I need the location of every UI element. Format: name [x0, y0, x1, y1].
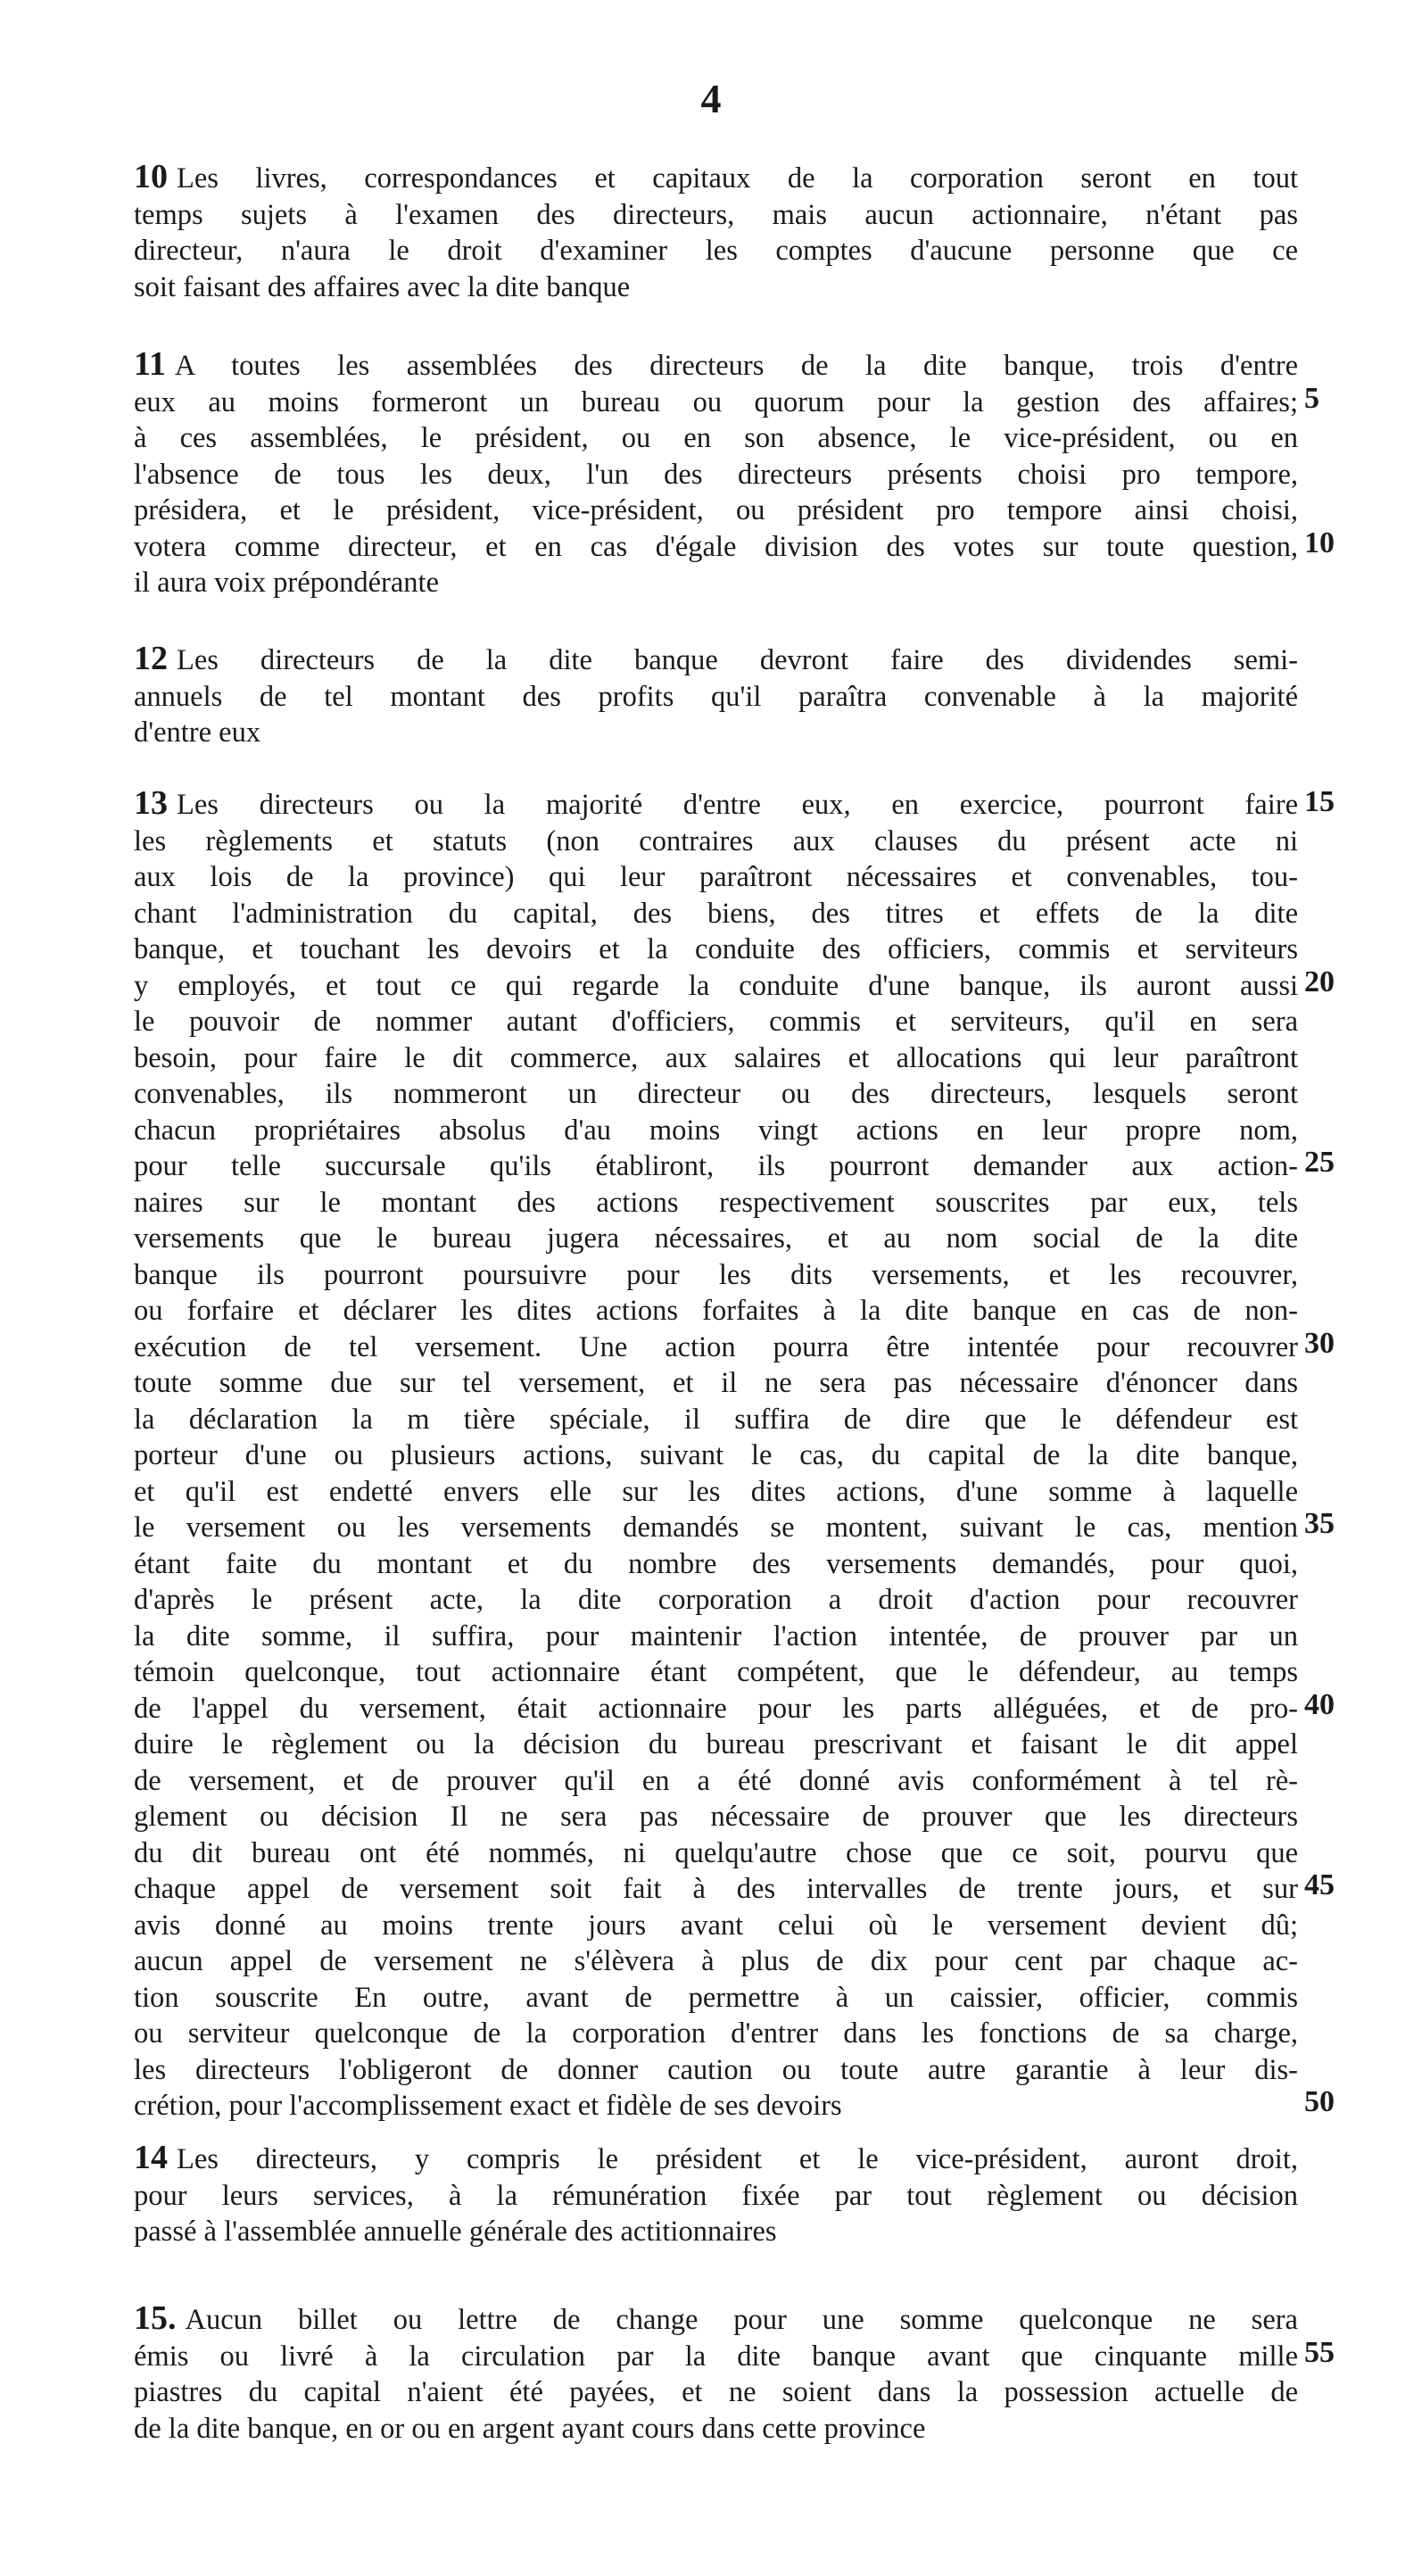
margin-line-number: 25	[1304, 1146, 1335, 1179]
text-line: les directeurs l'obligeront de donner caution ou toute autre garantie à leur dis-	[134, 2053, 1298, 2086]
text-line: la dite somme, il suffira, pour maintenir l'action intentée, de prouver par un	[134, 1619, 1298, 1652]
section-number: 14	[134, 2139, 168, 2176]
section-number: 10	[134, 158, 168, 195]
text-line: aux lois de la province) qui leur paraîtront nécessaires et convenables, tou-	[134, 861, 1298, 893]
margin-line-number: 45	[1304, 1868, 1335, 1901]
margin-line-number: 30	[1304, 1327, 1335, 1360]
text-line: y employés, et tout ce qui regarde la conduite d'une banque, ils auront aussi	[134, 969, 1298, 1002]
section-13	[134, 785, 1298, 2125]
margin-line-number: 50	[1304, 2085, 1335, 2118]
text-line: ou serviteur quelconque de la corporation d'entrer dans les fonctions de sa charge,	[134, 2017, 1298, 2050]
text-line: banque ils pourront poursuivre pour les dits versements, et les recouvrer,	[134, 1258, 1298, 1291]
text-line: chant l'administration du capital, des biens, des titres et effets de la dite	[134, 897, 1298, 930]
text-line: exécution de tel versement. Une action pourra être intentée pour recouvrer	[134, 1330, 1298, 1363]
text-line: du dit bureau ont été nommés, ni quelqu'autre chose que ce soit, pourvu que	[134, 1836, 1298, 1869]
text-line: besoin, pour faire le dit commerce, aux salaires et allocations qui leur paraîtront	[134, 1041, 1298, 1074]
text-line: chacun propriétaires absolus d'au moins vingt actions en leur propre nom,	[134, 1114, 1298, 1147]
text-line: l'absence de tous les deux, l'un des directeurs présents choisi pro tempore,	[134, 458, 1298, 491]
text-line: les règlements et statuts (non contraires aux clauses du présent acte ni	[134, 824, 1298, 857]
text-line: pour leurs services, à la rémunération fixée par tout règlement ou décision	[134, 2179, 1298, 2212]
text-line: 10 Les livres, correspondances et capitaux de la corporation seront en tout	[134, 158, 1298, 195]
section-12	[134, 641, 1298, 751]
text-line: présidera, et le président, vice-président, ou président pro tempore ainsi choisi,	[134, 494, 1298, 526]
text-line: convenables, ils nommeront un directeur ou des directeurs, lesquels seront	[134, 1078, 1298, 1110]
section-number: 13	[134, 784, 168, 822]
section-number: 11	[134, 345, 166, 383]
text-line: de l'appel du versement, était actionnaire pour les parts alléguées, et de pro-	[134, 1692, 1298, 1725]
text-line: 13 Les directeurs ou la majorité d'entre eux, en exercice, pourront faire	[134, 784, 1298, 822]
text-line: annuels de tel montant des profits qu'il paraîtra convenable à la majorité	[134, 680, 1298, 713]
text-line: passé à l'assemblée annuelle générale des actitionnaires	[134, 2216, 777, 2248]
text-line: votera comme directeur, et en cas d'égale division des votes sur toute question,	[134, 530, 1298, 563]
text-line: glement ou décision Il ne sera pas nécessaire de prouver que les directeurs	[134, 1801, 1298, 1833]
text-line: témoin quelconque, tout actionnaire étant compétent, que le défendeur, au temps	[134, 1656, 1298, 1688]
text-line: le versement ou les versements demandés se montent, suivant le cas, mention	[134, 1512, 1298, 1544]
text-line: le pouvoir de nommer autant d'officiers, commis et serviteurs, qu'il en sera	[134, 1006, 1298, 1038]
text-line: duire le règlement ou la décision du bureau prescrivant et faisant le dit appel	[134, 1728, 1298, 1760]
section-number: 12	[134, 640, 168, 677]
margin-line-number: 5	[1304, 382, 1319, 415]
text-line: ou forfaire et déclarer les dites actions forfaites à la dite banque en cas de non-	[134, 1295, 1298, 1327]
text-line: d'après le présent acte, la dite corporation a droit d'action pour recouvrer	[134, 1584, 1298, 1616]
text-line: de versement, et de prouver qu'il en a été donné avis conformément à tel rè-	[134, 1764, 1298, 1797]
text-line: piastres du capital n'aient été payées, et ne soient dans la possession actuelle de	[134, 2376, 1298, 2408]
margin-line-number: 15	[1304, 785, 1335, 818]
section-10	[134, 159, 1298, 305]
text-line: d'entre eux	[134, 716, 261, 749]
text-line: eux au moins formeront un bureau ou quorum pour la gestion des affaires;	[134, 385, 1298, 418]
text-line: crétion, pour l'accomplissement exact et fidèle de ses devoirs	[134, 2090, 842, 2122]
text-line: avis donné au moins trente jours avant celui où le versement devient dû;	[134, 1909, 1298, 1942]
section-15	[134, 2300, 1298, 2447]
section-11	[134, 346, 1298, 601]
section-number: 15.	[134, 2299, 177, 2337]
text-line: 12 Les directeurs de la dite banque devront faire des dividendes semi-	[134, 640, 1298, 677]
section-14	[134, 2140, 1298, 2250]
margin-line-number: 10	[1304, 526, 1335, 559]
text-line: et qu'il est endetté envers elle sur les dites actions, d'une somme à laquelle	[134, 1475, 1298, 1508]
text-line: temps sujets à l'examen des directeurs, mais aucun actionnaire, n'étant pas	[134, 198, 1298, 231]
text-line: aucun appel de versement ne s'élèvera à plus de dix pour cent par chaque ac-	[134, 1945, 1298, 1977]
text-line: à ces assemblées, le président, ou en son absence, le vice-président, ou en	[134, 422, 1298, 454]
text-line: il aura voix prépondérante	[134, 567, 440, 599]
text-line: directeur, n'aura le droit d'examiner les comptes d'aucune personne que ce	[134, 235, 1298, 267]
text-line: 11 A toutes les assemblées des directeurs de la dite banque, trois d'entre	[134, 345, 1298, 383]
margin-line-number: 35	[1304, 1507, 1335, 1540]
text-line: toute somme due sur tel versement, et il ne sera pas nécessaire d'énoncer dans	[134, 1367, 1298, 1399]
margin-line-number: 55	[1304, 2336, 1335, 2369]
margin-line-number: 20	[1304, 965, 1335, 998]
text-line: pour telle succursale qu'ils établiront, ils pourront demander aux action-	[134, 1150, 1298, 1182]
text-line: soit faisant des affaires avec la dite banque	[134, 270, 631, 303]
text-line: 14 Les directeurs, y compris le président et le vice-président, auront droit,	[134, 2139, 1298, 2176]
text-line: porteur d'une ou plusieurs actions, suivant le cas, du capital de la dite banque,	[134, 1439, 1298, 1471]
text-line: 15. Aucun billet ou lettre de change pour une somme quelconque ne sera	[134, 2299, 1298, 2337]
text-line: étant faite du montant et du nombre des versements demandés, pour quoi,	[134, 1547, 1298, 1580]
text-line: banque, et touchant les devoirs et la conduite des officiers, commis et serviteurs	[134, 933, 1298, 965]
text-line: naires sur le montant des actions respectivement souscrites par eux, tels	[134, 1186, 1298, 1219]
text-line: la déclaration la m tière spéciale, il suffira de dire que le défendeur est	[134, 1403, 1298, 1436]
text-line: tion souscrite En outre, avant de permettre à un caissier, officier, commis	[134, 1981, 1298, 2014]
text-line: versements que le bureau jugera nécessaires, et au nom social de la dite	[134, 1222, 1298, 1255]
text-line: de la dite banque, en or ou en argent ayant cours dans cette province	[134, 2412, 926, 2445]
text-line: émis ou livré à la circulation par la dite banque avant que cinquante mille	[134, 2340, 1298, 2373]
page-number: 4	[700, 76, 722, 121]
text-line: chaque appel de versement soit fait à des intervalles de trente jours, et sur	[134, 1873, 1298, 1905]
margin-line-number: 40	[1304, 1688, 1335, 1721]
